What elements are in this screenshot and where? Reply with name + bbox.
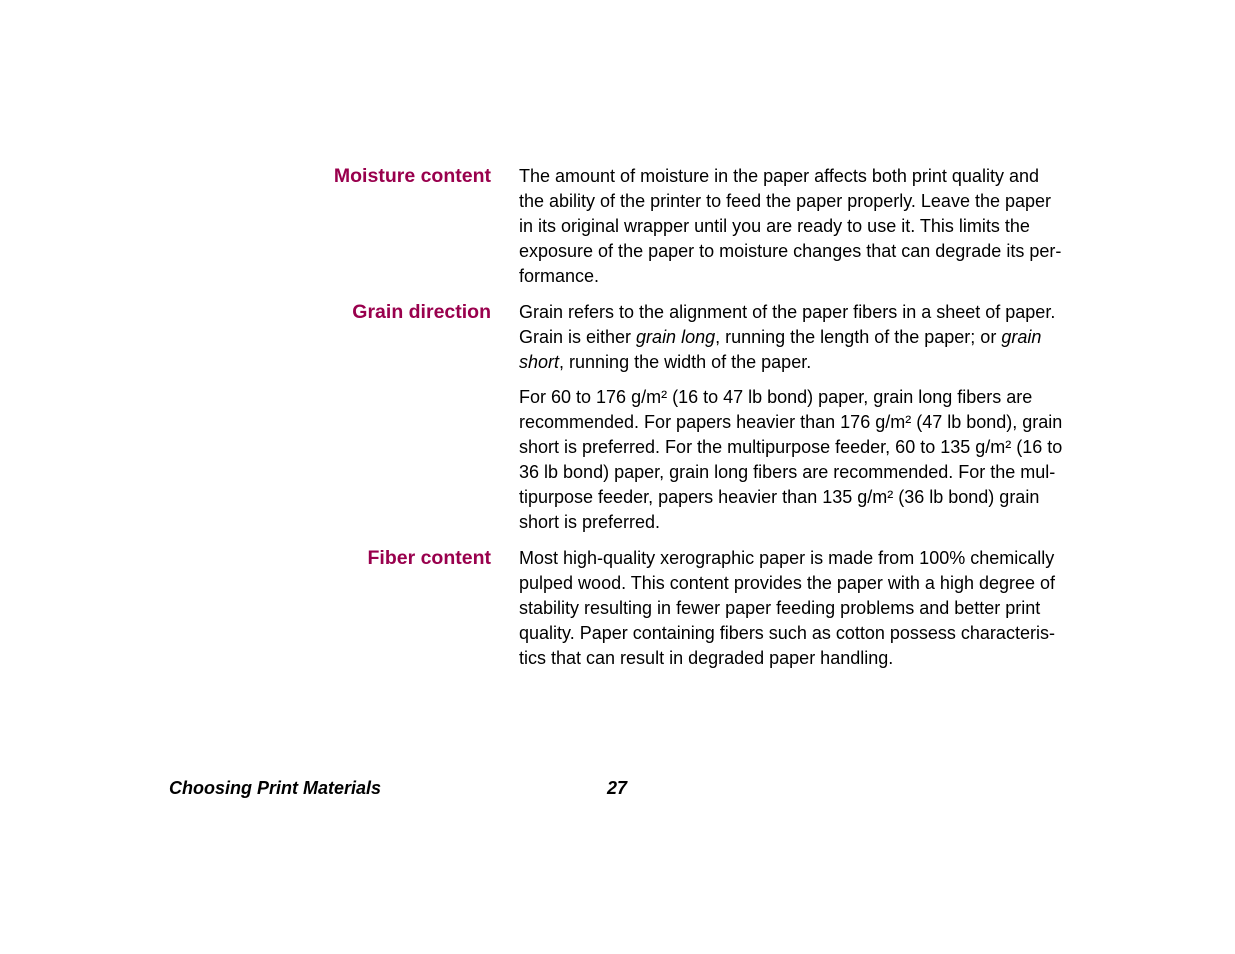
italic-term: grain <box>1001 327 1042 347</box>
paragraph <box>519 546 1094 671</box>
section-heading: Moisture content <box>333 165 491 187</box>
text-line <box>519 646 1094 671</box>
text-run: tipurpose feeder, papers heavier than 135 g/m² (36 lb bond) grain <box>519 487 1040 507</box>
text-line <box>519 621 1094 646</box>
text-run: Grain refers to the alignment of the paper fibers in a sheet of paper. <box>519 302 1056 322</box>
section-body <box>519 546 1094 671</box>
footer-chapter-title: Choosing Print Materials <box>169 778 382 798</box>
italic-term: grain long <box>636 327 716 347</box>
text-run: in its original wrapper until you are ready to use it. This limits the <box>519 216 1030 236</box>
text-line <box>519 214 1094 239</box>
text-run: The amount of moisture in the paper affects both print quality and <box>519 166 1039 186</box>
section-body <box>519 300 1094 535</box>
text-line <box>519 485 1094 510</box>
text-run: Most high-quality xerographic paper is made from 100% chemically <box>519 548 1055 568</box>
text-run: exposure of the paper to moisture changes that can degrade its per- <box>519 241 1062 261</box>
text-line <box>519 239 1094 264</box>
text-line <box>519 460 1094 485</box>
text-line <box>519 385 1094 410</box>
text-run: recommended. For papers heavier than 176 g/m² (47 lb bond), grain <box>519 412 1063 432</box>
section-body <box>519 164 1094 289</box>
text-line <box>519 189 1094 214</box>
text-run: stability resulting in fewer paper feeding problems and better print <box>519 598 1041 618</box>
paragraph <box>519 300 1094 375</box>
text-line <box>519 325 1094 350</box>
text-run: the ability of the printer to feed the paper properly. Leave the paper <box>519 191 1052 211</box>
text-run: 36 lb bond) paper, grain long fibers are recommended. For the mul- <box>519 462 1056 482</box>
text-line <box>519 546 1094 571</box>
text-run: Grain is either <box>519 327 637 347</box>
text-line <box>519 264 1094 289</box>
italic-term: short <box>519 352 560 372</box>
text-run: short is preferred. For the multipurpose feeder, 60 to 135 g/m² (16 to <box>519 437 1063 457</box>
text-run: pulped wood. This content provides the paper with a high degree of <box>519 573 1056 593</box>
text-line <box>519 571 1094 596</box>
paragraph <box>519 385 1094 535</box>
text-run: For 60 to 176 g/m² (16 to 47 lb bond) paper, grain long fibers are <box>519 387 1033 407</box>
text-line <box>519 410 1094 435</box>
text-line <box>519 300 1094 325</box>
text-run: , running the width of the paper. <box>559 352 812 372</box>
footer-page-number: 27 <box>607 778 628 798</box>
text-line <box>519 435 1094 460</box>
text-run: tics that can result in degraded paper handling. <box>519 648 894 668</box>
section-heading: Fiber content <box>367 547 491 569</box>
text-line <box>519 510 1094 535</box>
text-run: formance. <box>519 266 600 286</box>
text-run: short is preferred. <box>519 512 661 532</box>
section-heading: Grain direction <box>352 301 491 323</box>
text-line <box>519 164 1094 189</box>
paragraph <box>519 164 1094 289</box>
text-line <box>519 350 1094 375</box>
text-run: , running the length of the paper; or <box>715 327 1002 347</box>
text-run: quality. Paper containing fibers such as cotton possess characteris- <box>519 623 1055 643</box>
text-line <box>519 596 1094 621</box>
